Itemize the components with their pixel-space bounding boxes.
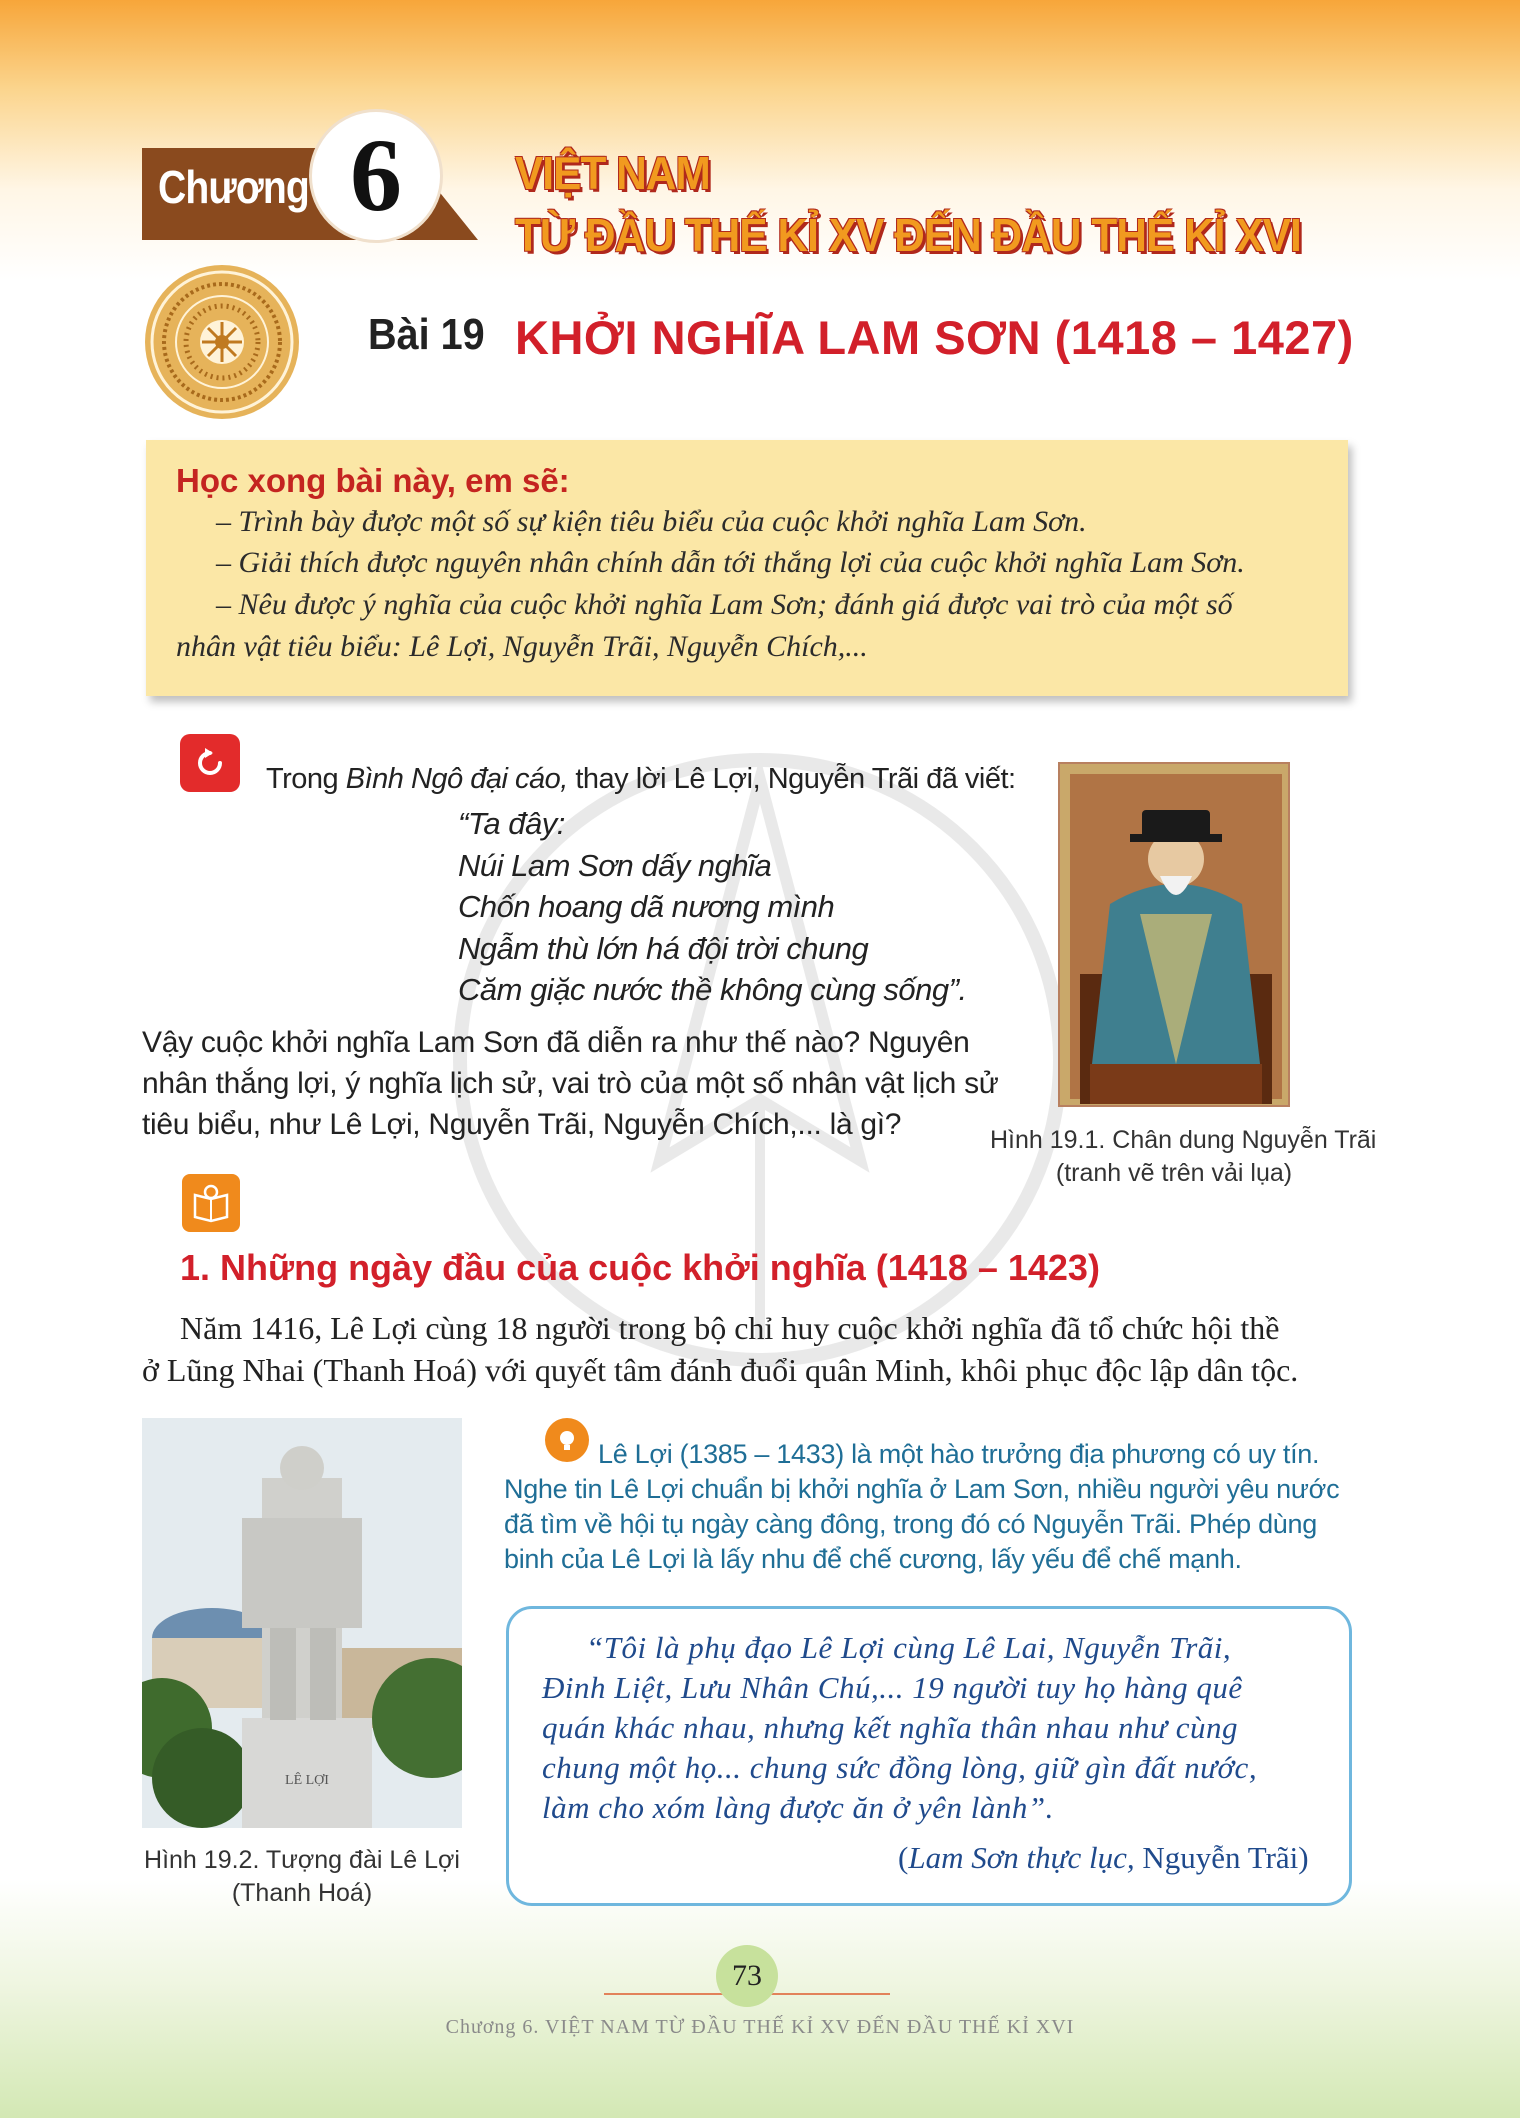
intro-lead: Trong Bình Ngô đại cáo, thay lời Lê Lợi, Nguyễn Trãi đã viết: [266,763,1016,795]
refresh-icon [180,734,240,792]
quote-line: Đinh Liệt, Lưu Nhân Chú,... 19 người tuy họ hàng quê [542,1670,1243,1705]
section-heading: 1. Những ngày đầu của cuộc khởi nghĩa (1418 – 1423) [180,1247,1100,1288]
lightbulb-book-icon [182,1174,240,1232]
question-line: nhân thắng lợi, ý nghĩa lịch sử, vai trò của một số nhân vật lịch sử [142,1067,999,1100]
chapter-number: 6 [350,118,402,233]
quote-line: chung một họ... chung sức đồng lòng, giữ gìn đất nước, [542,1750,1258,1785]
lightbulb-icon [545,1418,589,1462]
info-line: đã tìm về hội tụ ngày càng đông, trong đó có Nguyễn Trãi. Phép dùng [504,1509,1317,1539]
poem-line: Chốn hoang dã nương mình [458,889,835,924]
poem-line: “Ta đây: [458,806,565,841]
chapter-title [515,142,1417,266]
body-paragraph-line: ở Lũng Nhai (Thanh Hoá) với quyết tâm đánh đuổi quân Minh, khôi phục độc lập dân tộc. [142,1352,1299,1388]
figure-caption: (tranh vẽ trên vải lụa) [1055,1159,1293,1187]
info-line: binh của Lê Lợi là lấy nhu để chế cương, lấy yếu để chế mạnh. [504,1544,1242,1574]
quote-line: quán khác nhau, nhưng kết nghĩa thân nhau như cùng [542,1710,1238,1745]
objective-item: – Trình bày được một số sự kiện tiêu biểu của cuộc khởi nghĩa Lam Sơn. [216,505,1087,538]
info-line: Nghe tin Lê Lợi chuẩn bị khởi nghĩa ở Lam Sơn, nhiều người yêu nước [504,1474,1340,1504]
bronze-drum-icon [142,263,302,421]
le-loi-statue-photo [142,1418,462,1828]
chapter-title-line2: TỪ ĐẦU THẾ KỈ XV ĐẾN ĐẦU THẾ KỈ XVI [515,209,1301,261]
plinth-inscription: LÊ LỢI [285,1773,329,1788]
poem-line: Căm giặc nước thề không cùng sống”. [458,972,967,1007]
figure-caption: Hình 19.1. Chân dung Nguyễn Trãi [990,1126,1377,1154]
quote-line: “Tôi là phụ đạo Lê Lợi cùng Lê Lai, Nguyễn Trãi, [586,1630,1232,1665]
nguyen-trai-portrait [1058,762,1290,1107]
objectives-heading: Học xong bài này, em sẽ: [176,462,570,499]
info-line: Lê Lợi (1385 – 1433) là một hào trưởng địa phương có uy tín. [598,1439,1320,1469]
quote-source: (Lam Sơn thực lục, Nguyễn Trãi) [898,1840,1309,1875]
poem-line: Ngẫm thù lớn há đội trời chung [458,931,869,966]
lesson-title: KHỞI NGHĨA LAM SƠN (1418 – 1427) [515,311,1354,364]
quote-line: làm cho xóm làng được ăn ở yên lành”. [542,1790,1054,1825]
chapter-label: Chương [158,161,309,213]
chapter-number-badge [312,112,440,240]
lesson-number: Bài 19 [368,310,485,359]
question-line: tiêu biểu, như Lê Lợi, Nguyễn Trãi, Nguyễn Chích,... là gì? [142,1108,902,1141]
source-title: Lam Sơn thực lục, [908,1840,1135,1875]
question-line: Vậy cuộc khởi nghĩa Lam Sơn đã diễn ra như thế nào? Nguyên [142,1026,970,1059]
body-paragraph-line: Năm 1416, Lê Lợi cùng 18 người trong bộ chỉ huy cuộc khởi nghĩa đã tổ chức hội thề [180,1310,1280,1346]
figure-caption: (Thanh Hoá) [231,1879,373,1907]
objective-item: – Nêu được ý nghĩa của cuộc khởi nghĩa Lam Sơn; đánh giá được vai trò của một số [216,588,1233,621]
objective-item: – Giải thích được nguyên nhân chính dẫn tới thắng lợi của cuộc khởi nghĩa Lam Sơn. [216,546,1245,579]
running-footer: Chương 6. VIỆT NAM TỪ ĐẦU THẾ KỈ XV ĐẾN ĐẦU THẾ KỈ XVI [445,2016,1075,2038]
chapter-title-line1: VIỆT NAM [515,147,710,199]
poem-line: Núi Lam Sơn dấy nghĩa [458,848,772,883]
figure-caption: Hình 19.2. Tượng đài Lê Lợi [144,1846,460,1874]
objective-item: nhân vật tiêu biểu: Lê Lợi, Nguyễn Trãi, Nguyễn Chích,... [176,630,868,663]
page-number: 73 [716,1945,778,2007]
work-title: Bình Ngô đại cáo, [345,763,568,795]
